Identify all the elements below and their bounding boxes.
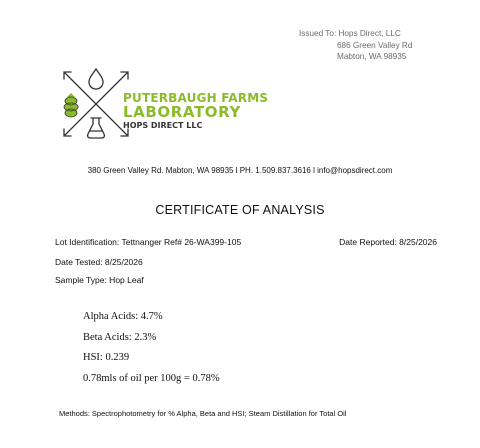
- lot-identification: Lot Identification: Tettnanger Ref# 26-WA399-105: [55, 237, 242, 247]
- logo-text: [123, 92, 268, 131]
- issued-to-line3: Mabton, WA 98935: [337, 52, 407, 61]
- issued-to-line1: Issued To: Hops Direct, LLC: [299, 29, 401, 38]
- issued-to-line2: 686 Green Valley Rd: [337, 40, 413, 50]
- sample-type: Sample Type: Hop Leaf: [55, 275, 144, 285]
- certificate-title: CERTIFICATE OF ANALYSIS: [155, 203, 325, 217]
- logo-line2: LABORATORY: [123, 103, 241, 121]
- logo-line3: HOPS DIRECT LLC: [123, 121, 203, 130]
- result-beta-acids: Beta Acids: 2.3%: [83, 331, 157, 343]
- results-list: [83, 311, 220, 393]
- issued-to-block: [299, 28, 412, 63]
- methods-note: Methods: Spectrophotometry for % Alpha, Beta and HSI; Steam Distillation for Total Oil: [59, 409, 347, 418]
- date-reported: Date Reported: 8/25/2026: [339, 237, 437, 247]
- result-alpha-acids: Alpha Acids: 4.7%: [83, 311, 163, 322]
- result-hsi: HSI: 0.239: [83, 352, 130, 363]
- result-oil: 0.78mls of oil per 100g = 0.78%: [83, 372, 220, 384]
- logo-line1: PUTERBAUGH FARMS: [123, 91, 269, 105]
- lab-address: 380 Green Valley Rd. Mabton, WA 98935 l PH. 1.509.837.3616 l info@hopsdirect.com: [87, 166, 393, 175]
- date-tested: Date Tested: 8/25/2026: [55, 257, 143, 267]
